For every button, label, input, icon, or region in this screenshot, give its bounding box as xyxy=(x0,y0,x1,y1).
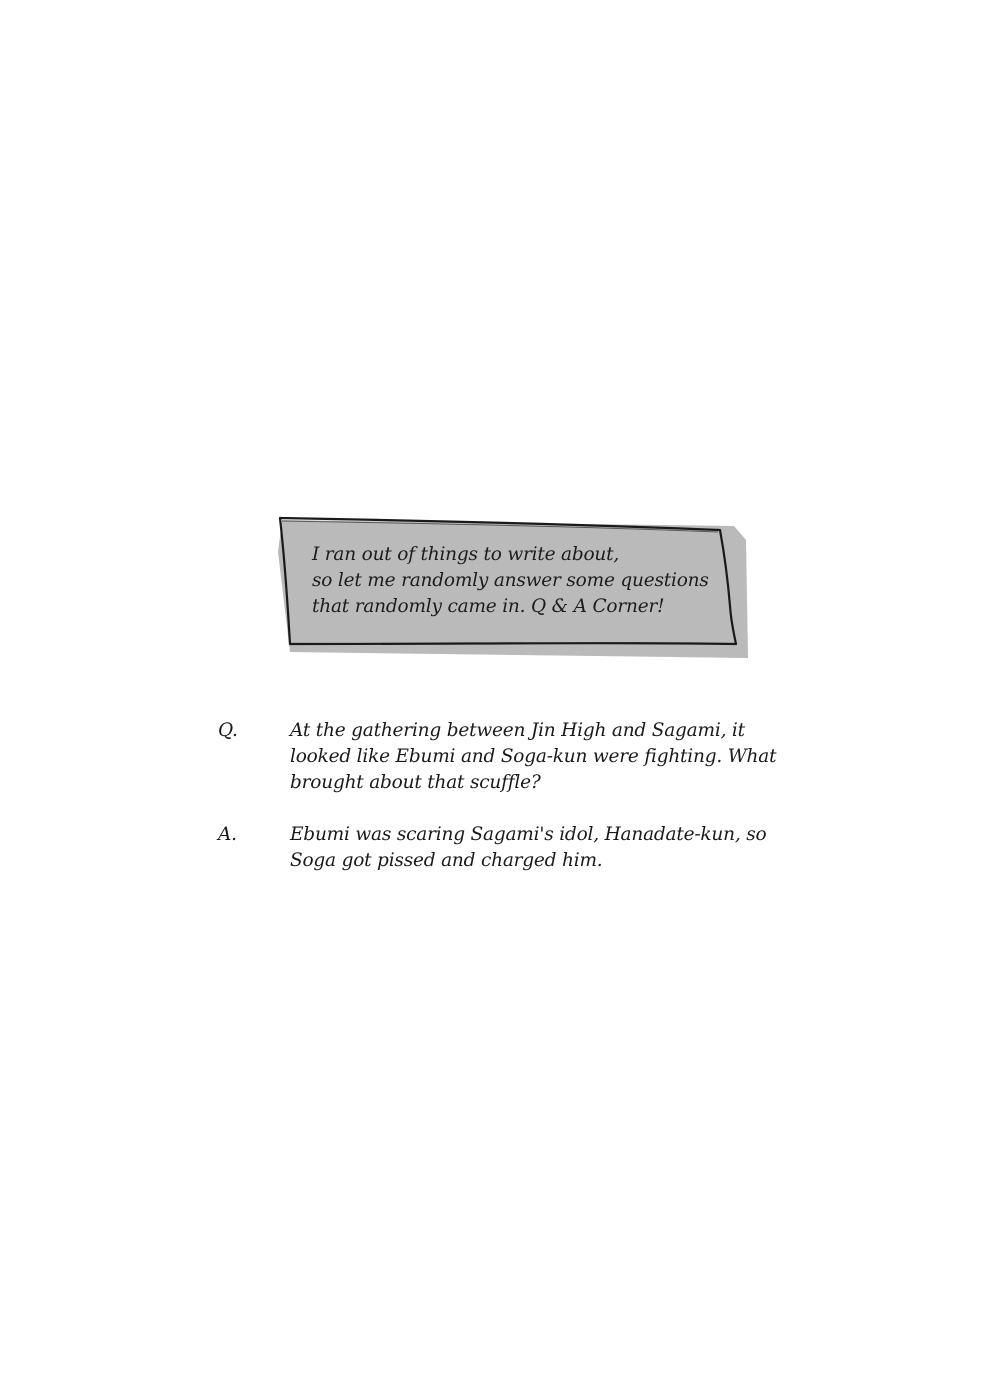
answer-text xyxy=(290,822,790,874)
question-line: looked like Ebumi and Soga-kun were fighting. What xyxy=(290,746,777,767)
note-text xyxy=(312,542,732,620)
note-box xyxy=(272,512,752,662)
question-line: brought about that scuffle? xyxy=(290,772,541,793)
note-line: that randomly came in. Q & A Corner! xyxy=(312,596,665,617)
question-text xyxy=(290,718,790,796)
note-line: so let me randomly answer some questions xyxy=(312,570,709,591)
note-line: I ran out of things to write about, xyxy=(312,544,620,565)
answer-line: Ebumi was scaring Sagami's idol, Hanadate-kun, so xyxy=(290,824,767,845)
question-line: At the gathering between Jin High and Sagami, it xyxy=(290,720,745,741)
question-marker: Q. xyxy=(218,720,238,741)
answer-marker: A. xyxy=(218,824,237,845)
answer-line: Soga got pissed and charged him. xyxy=(290,850,603,871)
